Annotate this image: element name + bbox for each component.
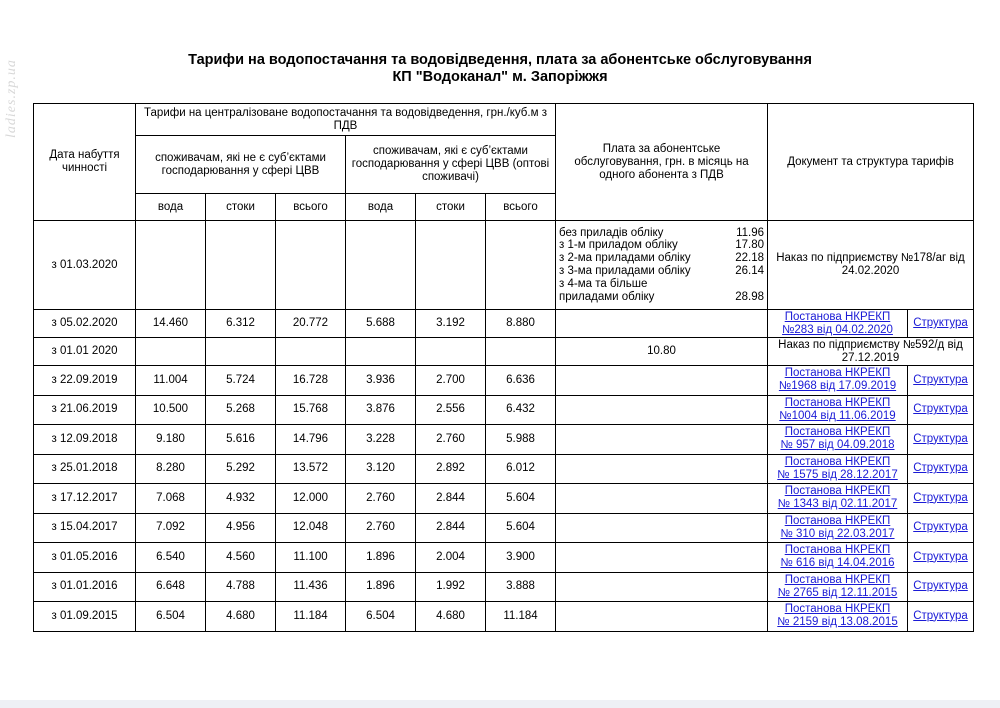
document-cell — [768, 454, 908, 484]
fee-cell — [556, 513, 768, 543]
value-cell: 6.636 — [486, 366, 556, 396]
value-cell: 9.180 — [136, 425, 206, 455]
empty-cell — [486, 221, 556, 310]
document-link-line-1: Постанова НКРЕКП — [784, 573, 891, 586]
table-row — [34, 572, 974, 602]
date-cell: з 01.01 2020 — [34, 338, 136, 366]
value-cell: 11.004 — [136, 366, 206, 396]
structure-link[interactable]: Структура — [913, 521, 968, 534]
header-sewage: стоки — [416, 194, 486, 221]
structure-cell — [908, 425, 974, 455]
value-cell: 11.100 — [276, 543, 346, 573]
fee-line — [559, 239, 764, 252]
structure-cell — [908, 484, 974, 514]
value-cell: 3.120 — [346, 454, 416, 484]
document-link[interactable] — [780, 426, 894, 451]
value-cell: 20.772 — [276, 310, 346, 338]
watermark: ladies.zp.ua — [4, 59, 19, 138]
document-link[interactable] — [779, 367, 896, 392]
structure-cell — [908, 366, 974, 396]
value-cell: 5.604 — [486, 513, 556, 543]
table-row — [34, 425, 974, 455]
table-row — [34, 602, 974, 632]
structure-cell — [908, 543, 974, 573]
value-cell: 2.844 — [416, 513, 486, 543]
header-total: всього — [486, 194, 556, 221]
structure-link[interactable]: Структура — [913, 580, 968, 593]
document-cell — [768, 425, 908, 455]
document-link[interactable] — [782, 311, 893, 336]
document-link[interactable] — [778, 574, 898, 599]
document-cell: Наказ по підприємству №592/д від 27.12.2019 — [768, 338, 974, 366]
value-cell: 11.184 — [486, 602, 556, 632]
fee-line — [559, 278, 764, 291]
structure-cell — [908, 602, 974, 632]
empty-cell — [346, 221, 416, 310]
fee-cell — [556, 572, 768, 602]
structure-link[interactable]: Структура — [913, 373, 968, 386]
value-cell: 6.312 — [206, 310, 276, 338]
empty-cell — [416, 338, 486, 366]
document-cell — [768, 310, 908, 338]
fee-value: 22.18 — [735, 252, 764, 265]
value-cell: 5.724 — [206, 366, 276, 396]
document-link[interactable] — [778, 485, 898, 510]
value-cell: 8.880 — [486, 310, 556, 338]
value-cell: 11.436 — [276, 572, 346, 602]
empty-cell — [206, 338, 276, 366]
structure-link[interactable]: Структура — [913, 432, 968, 445]
structure-link[interactable]: Структура — [913, 403, 968, 416]
value-cell: 5.292 — [206, 454, 276, 484]
document-link[interactable] — [777, 603, 897, 628]
value-cell: 2.556 — [416, 395, 486, 425]
empty-cell — [206, 221, 276, 310]
document-link-line-1: Постанова НКРЕКП — [784, 603, 891, 616]
table-row — [34, 543, 974, 573]
header-non-cvv: споживачам, які не є суб’єктами господарювання у сфері ЦВВ — [136, 136, 346, 194]
value-cell: 4.680 — [206, 602, 276, 632]
structure-cell — [908, 513, 974, 543]
header-total: всього — [276, 194, 346, 221]
value-cell: 3.888 — [486, 572, 556, 602]
date-cell: з 21.06.2019 — [34, 395, 136, 425]
fee-label: з 4-ма та більше — [559, 277, 648, 290]
header-water: вода — [136, 194, 206, 221]
date-cell: з 01.05.2016 — [34, 543, 136, 573]
empty-cell — [346, 338, 416, 366]
value-cell: 13.572 — [276, 454, 346, 484]
fee-value: 17.80 — [735, 239, 764, 252]
value-cell: 2.004 — [416, 543, 486, 573]
fee-label: з 2-ма приладами обліку — [559, 252, 691, 265]
value-cell: 6.540 — [136, 543, 206, 573]
header-water: вода — [346, 194, 416, 221]
value-cell: 1.896 — [346, 572, 416, 602]
document-link-line-1: Постанова НКРЕКП — [784, 310, 891, 323]
fee-cell — [556, 310, 768, 338]
fee-line — [559, 227, 764, 240]
value-cell: 12.048 — [276, 513, 346, 543]
value-cell: 10.500 — [136, 395, 206, 425]
value-cell: 3.228 — [346, 425, 416, 455]
value-cell: 1.992 — [416, 572, 486, 602]
header-cvv: споживачам, які є суб’єктами господарювання у сфері ЦВВ (оптові споживачі) — [346, 136, 556, 194]
value-cell: 2.760 — [346, 513, 416, 543]
tariffs-table — [33, 103, 974, 632]
value-cell: 5.688 — [346, 310, 416, 338]
date-cell: з 05.02.2020 — [34, 310, 136, 338]
document-link-line-2: №283 від 04.02.2020 — [782, 323, 893, 336]
value-cell: 11.184 — [276, 602, 346, 632]
table-row — [34, 310, 974, 338]
value-cell: 2.760 — [416, 425, 486, 455]
fee-cell — [556, 221, 768, 310]
fee-label: без приладів обліку — [559, 226, 664, 239]
value-cell: 15.768 — [276, 395, 346, 425]
empty-cell — [136, 221, 206, 310]
header-sewage: стоки — [206, 194, 276, 221]
document-link-line-2: № 957 від 04.09.2018 — [780, 439, 895, 452]
value-cell: 3.936 — [346, 366, 416, 396]
date-cell: з 01.03.2020 — [34, 221, 136, 310]
value-cell: 3.192 — [416, 310, 486, 338]
structure-cell — [908, 454, 974, 484]
bottom-bar — [0, 700, 1000, 708]
value-cell: 5.988 — [486, 425, 556, 455]
empty-cell — [276, 338, 346, 366]
document-link-line-1: Постанова НКРЕКП — [784, 485, 891, 498]
document-link-line-1: Постанова НКРЕКП — [784, 455, 891, 468]
structure-cell — [908, 395, 974, 425]
value-cell: 6.504 — [346, 602, 416, 632]
header-row-1 — [34, 104, 974, 136]
document-link-line-2: № 2765 від 12.11.2015 — [777, 586, 898, 599]
value-cell: 2.892 — [416, 454, 486, 484]
table-row — [34, 513, 974, 543]
fee-value: 11.96 — [736, 226, 764, 239]
date-cell: з 22.09.2019 — [34, 366, 136, 396]
document-cell — [768, 395, 908, 425]
value-cell: 7.092 — [136, 513, 206, 543]
fee-label: з 3-ма приладами обліку — [559, 265, 691, 277]
fee-cell — [556, 454, 768, 484]
value-cell: 2.760 — [346, 484, 416, 514]
document-link[interactable] — [780, 515, 894, 540]
value-cell: 8.280 — [136, 454, 206, 484]
fee-line — [559, 291, 764, 304]
value-cell: 16.728 — [276, 366, 346, 396]
document-link-line-2: №1004 від 11.06.2019 — [779, 409, 896, 422]
document-cell — [768, 602, 908, 632]
fee-list — [559, 227, 764, 304]
structure-link[interactable]: Структура — [913, 609, 968, 622]
fee-cell — [556, 425, 768, 455]
document-cell — [768, 513, 908, 543]
value-cell: 4.956 — [206, 513, 276, 543]
fee-value: 26.14 — [735, 265, 764, 277]
fee-cell — [556, 366, 768, 396]
table-row — [34, 484, 974, 514]
document-link[interactable] — [780, 544, 894, 569]
document-cell — [768, 366, 908, 396]
fee-label: з 1-м приладом обліку — [559, 239, 678, 252]
table-row — [34, 454, 974, 484]
date-cell: з 01.01.2016 — [34, 572, 136, 602]
document-link[interactable] — [779, 397, 895, 422]
value-cell: 14.460 — [136, 310, 206, 338]
fee-cell — [556, 395, 768, 425]
value-cell: 14.796 — [276, 425, 346, 455]
header-fee: Плата за абонентське обслуговування, грн. в місяць на одного абонента з ПДВ — [556, 104, 768, 221]
value-cell: 4.680 — [416, 602, 486, 632]
document-link-line-1: Постанова НКРЕКП — [784, 544, 891, 557]
document-link-line-2: № 1343 від 02.11.2017 — [777, 498, 898, 511]
header-document: Документ та структура тарифів — [768, 104, 974, 221]
document-cell — [768, 484, 908, 514]
table-row — [34, 395, 974, 425]
structure-link[interactable]: Структура — [913, 550, 968, 563]
fee-line — [559, 265, 764, 278]
value-cell: 5.604 — [486, 484, 556, 514]
value-cell: 2.844 — [416, 484, 486, 514]
document-link-line-2: №1968 від 17.09.2019 — [778, 380, 897, 393]
structure-cell — [908, 310, 974, 338]
structure-link[interactable]: Структура — [913, 462, 968, 475]
fee-cell — [556, 543, 768, 573]
table-row — [34, 366, 974, 396]
empty-cell — [486, 338, 556, 366]
document-link-line-2: № 1575 від 28.12.2017 — [777, 468, 898, 481]
fee-label: приладами обліку — [559, 290, 655, 303]
title-line-1: Тарифи на водопостачання та водовідведення, плата за абонентське обслуговування — [188, 52, 812, 68]
date-cell: з 15.04.2017 — [34, 513, 136, 543]
document-cell — [768, 543, 908, 573]
value-cell: 5.268 — [206, 395, 276, 425]
fee-value: 28.98 — [735, 290, 764, 303]
header-tariffs-group: Тарифи на централізоване водопостачання та водовідведення, грн./куб.м з ПДВ — [136, 104, 556, 136]
value-cell: 6.432 — [486, 395, 556, 425]
date-cell: з 12.09.2018 — [34, 425, 136, 455]
value-cell: 12.000 — [276, 484, 346, 514]
document-link-line-2: № 616 від 14.04.2016 — [780, 557, 895, 570]
document-cell — [768, 572, 908, 602]
document-link-line-1: Постанова НКРЕКП — [784, 396, 891, 409]
page-title — [0, 52, 1000, 86]
empty-cell — [416, 221, 486, 310]
structure-link[interactable]: Структура — [913, 491, 968, 504]
document-link[interactable] — [777, 456, 897, 481]
fee-line — [559, 252, 764, 265]
document-link-line-2: № 310 від 22.03.2017 — [780, 527, 895, 540]
value-cell: 1.896 — [346, 543, 416, 573]
value-cell: 7.068 — [136, 484, 206, 514]
table-row — [34, 221, 974, 310]
document-cell: Наказ по підприємству №178/аг від 24.02.2020 — [768, 221, 974, 310]
table-row — [34, 338, 974, 366]
document-link-line-2: № 2159 від 13.08.2015 — [777, 616, 898, 629]
header-date: Дата набуття чинності — [34, 104, 136, 221]
fee-cell — [556, 484, 768, 514]
date-cell: з 01.09.2015 — [34, 602, 136, 632]
document-link-line-1: Постанова НКРЕКП — [784, 514, 891, 527]
empty-cell — [136, 338, 206, 366]
value-cell: 2.700 — [416, 366, 486, 396]
empty-cell — [276, 221, 346, 310]
structure-link[interactable]: Структура — [913, 317, 968, 329]
structure-cell — [908, 572, 974, 602]
value-cell: 6.648 — [136, 572, 206, 602]
fee-cell — [556, 602, 768, 632]
value-cell: 4.932 — [206, 484, 276, 514]
title-line-2: КП "Водоканал" м. Запоріжжя — [392, 69, 608, 85]
value-cell: 5.616 — [206, 425, 276, 455]
date-cell: з 17.12.2017 — [34, 484, 136, 514]
value-cell: 6.504 — [136, 602, 206, 632]
document-link-line-1: Постанова НКРЕКП — [784, 426, 891, 439]
value-cell: 6.012 — [486, 454, 556, 484]
value-cell: 3.876 — [346, 395, 416, 425]
value-cell: 4.560 — [206, 543, 276, 573]
date-cell: з 25.01.2018 — [34, 454, 136, 484]
value-cell: 4.788 — [206, 572, 276, 602]
fee-cell: 10.80 — [556, 338, 768, 366]
value-cell: 3.900 — [486, 543, 556, 573]
document-link-line-1: Постанова НКРЕКП — [784, 367, 891, 380]
